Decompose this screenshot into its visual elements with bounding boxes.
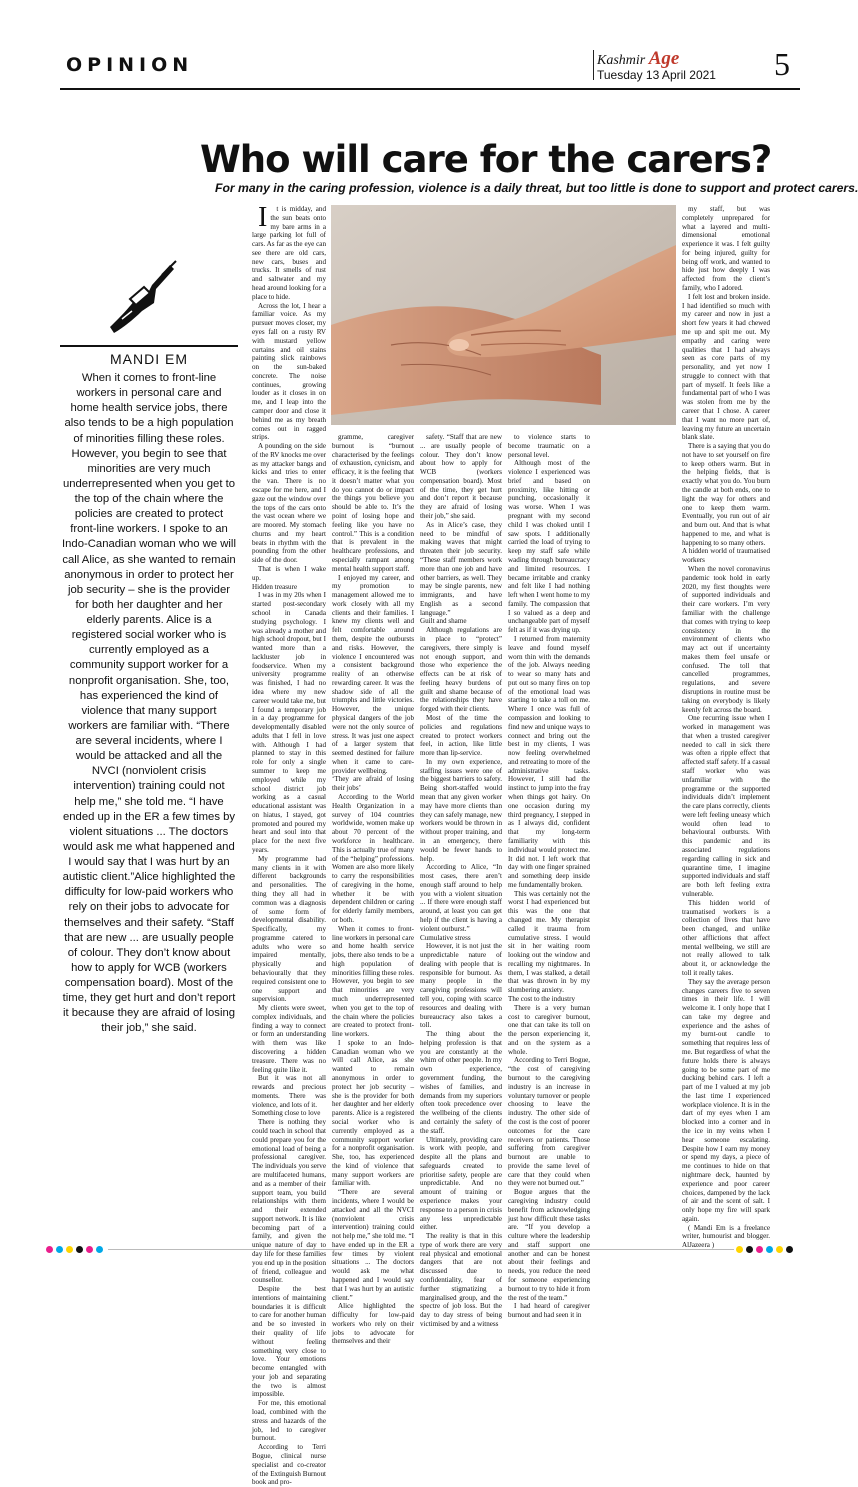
paragraph: my staff, but was completely unprepared for what a layered and multi-dimensional emotional experience it was. I felt guilty for being injured, guilty for being off work, and wanted to hide just how deeply I was affected from the client’s family, who I adored. [682, 205, 770, 293]
paragraph: The thing about the helping profession is that you are constantly at the whim of other people. In my own experience, government funding, the wishes of families, and demands from my superiors often took precedence over the wellbeing of the clients and certainly the safety of the staff. [420, 1030, 502, 1135]
registration-dot [96, 1246, 103, 1253]
deck: For many in the caring profession, violence is a daily threat, but too little is done to support and protect carers. [215, 181, 858, 195]
paragraph: This was certainly not the worst I had experienced but this was the one that changed me. My therapist called it trauma from cumulative stress. I would sit in her waiting room looking out the window and recalling my nightmares. In them, I was stalked, a detail that was thrown in by my slumbering anxiety. [508, 889, 590, 995]
paragraph: There is a saying that you do not have to set yourself on fire to keep others warm. But in the helping fields, that is exactly what you do. You burn the candle at both ends, one to light the way for others and one to keep them warm. Eventually, you run out of air and burn out. And that is what happened to me, and what is happening to so many others. [682, 442, 770, 547]
registration-line [108, 1249, 734, 1250]
paragraph: Bogue argues that the caregiving industry could benefit from acknowledging just how difficult these tasks are. “If you develop a culture where the leadership and staff support one another and can be honest about their feelings and needs, you reduce the need for someone experiencing burnout to try to hide it from the rest of the team.” [508, 1188, 590, 1302]
paragraph: The reality is that in this type of work there are very real physical and emotional dangers that are not discussed due to confidentiality, fear of further stigmatizing a marginalised group, and the spectre of job loss. But the day to day stress of being victimised by and a witness [420, 1232, 502, 1328]
paragraph: Although most of the violence I experienced was brief and based on proximity, like hitting or punching, occasionally it was worse. When I was pregnant with my second child I was choked until I saw spots. I additionally carried the load of trying to keep my staff safe while wading through bureaucracy and limited resources. I became irritable and cranky and felt like I had nothing left when I went home to my family. The compassion that I so valued as a deep and unchangeable part of myself felt as if it was drying up. [508, 459, 590, 635]
masthead [593, 48, 763, 84]
paragraph: When it comes to front-line workers in personal care and home health service jobs, there also tends to be a high population of minorities filling these roles. However, you begin to see that minorities are very much underrepresented when you get to the top of the chain where the policies are created to protect front-line workers. [332, 924, 414, 1039]
brand-accent: Age [648, 48, 680, 69]
masthead-brand [597, 48, 679, 70]
paragraph: Although regulations are in place to “protect” caregivers, there simply is not enough support, and those who experience the effects can be at risk of feeling heavy burdens of guilt and shame because of the relationships they have forged with their clients. [420, 626, 502, 714]
paragraph: My clients were sweet, complex individuals, and finding a way to connect or form an understanding with them was like discovering a hidden treasure. There was no feeling quite like it. [252, 1004, 326, 1074]
subheading: Hidden treasure [252, 582, 298, 591]
page-number: 5 [774, 46, 790, 82]
paragraph: I spoke to an Indo-Canadian woman who we will call Alice, as she wanted to remain anonymous in order to protect her job security – she is the provider for both her daughter and her elderly parents. Alice is a registered social worker who is currently employed as a community support worker for a nonprofit organisation. She, too, has experienced the kind of violence that many support workers are familiar with. [332, 1038, 414, 1188]
section-label: OPINION [66, 54, 194, 76]
registration-dot [746, 1246, 753, 1253]
paragraph: I returned from maternity leave and found myself worn thin with the demands of the job. Always needing to wear so many hats and put out so many fires on top of the emotional load was starting to take a toll on me. Where I once was full of compassion and looking to find new and unique ways to connect and bring out the best in my clients, I was now feeling overwhelmed and retreating to more of the administrative tasks. However, I still had the instinct to jump into the fray when things got hairy. On one occasion during my third pregnancy, I stepped in as I always did, confident that my long-term familiarity with this individual would protect me. It did not. I left work that day with one finger sprained and something deep inside me fundamentally broken. [508, 634, 590, 889]
paragraph: For me, this emotional load, combined with the stress and hazards of the job, led to caregiver burnout. [252, 1399, 326, 1443]
registration-dot [786, 1246, 793, 1253]
author-credit: ( Mandi Em is a freelance writer, humourist and blogger. AlJazeera ) [682, 1223, 770, 1250]
headline: Who will care for the carers? [200, 138, 772, 181]
registration-dot [56, 1246, 63, 1253]
registration-dot [86, 1246, 93, 1253]
subheading: A hidden world of traumatised workers [682, 547, 770, 565]
article-column-1 [252, 202, 326, 1487]
paragraph: gramme, caregiver burnout is “burnout characterised by the feelings of exhaustion, cynicism, and efficacy, it is the feeling that it doesn’t matter what you do you cannot do or impact the things you believe you should be able to. It’s the point of losing hope and feeling like you have no control.” This is a condition that is prevalent in the healthcare professions, and especially rampant among mental health support staff. [332, 433, 414, 573]
article-column-2 [332, 433, 414, 1346]
paragraph: Most of the time the policies and regulations created to protect workers feel, in action, like little more than lip-service. [420, 714, 502, 758]
paragraph: They say the average person changes careers five to seven times in their life. I will welcome it. I only hope that I can take my degree and experience and the ashes of my burnt-out candle to something that requires less of me. But regardless of what the future holds there is always going to be some part of me ducking behind cars. I left a part of me I valued at my job the last time I experienced workplace violence. It is in the dart of my eyes when I am blocked into a corner and in the ice in my veins when I hear someone escalating. Despite how I earn my money or spend my days, a piece of me continues to hide on that nightmare deck, haunted by experience and poor career choices, dampened by the lack of air and the scent of salt. I only hope my fire will spark again. [682, 977, 770, 1223]
issue-date: Tuesday 13 April 2021 [597, 68, 716, 82]
registration-dot [66, 1246, 73, 1253]
paragraph: As in Alice’s case, they need to be mindful of making waves that might threaten their job security. “These staff members work more than one job and have other barriers, as well. They may be single parents, new immigrants, and have English as a second language.” [420, 520, 502, 617]
subheading: ‘They are afraid of losing their jobs’ [332, 775, 414, 793]
registration-dot [46, 1246, 53, 1253]
article-body [252, 202, 770, 1487]
paragraph: safety. “Staff that are new ... are usually people of colour. They don’t know about how to apply for WCB (workers compensation board). Most of the time, they get hurt and don’t report it because they are afraid of losing their job,” she said. [420, 433, 502, 521]
author-sidebar [60, 205, 242, 1240]
paragraph: This hidden world of traumatised workers is a collection of lives that have been changed, and unlike other afflictions that affect mental wellbeing, we still are not really allowed to talk about it, or acknowledge the toll it really takes. [682, 898, 770, 977]
paragraph: In my own experience, staffing issues were one of the biggest barriers to safety. Being short-staffed would mean that any given worker may have more clients than they can safely manage, new workers would be thrown in without proper training, and in an emergency, there would be fewer hands to help. [420, 757, 502, 863]
paragraph: There is nothing they could teach in school that could prepare you for the emotional load of being a professional caregiver. The individuals you serve are multifaceted humans, and as a member of their support team, you build relationships with them and their extended support network. It is like becoming part of a family, and given the unique nature of day to day life for these families you end up in the position of friend, colleague and counsellor. [252, 1118, 326, 1285]
article-column-3 [420, 433, 502, 1329]
paragraph: I had heard of caregiver burnout and had seen it in [508, 1302, 590, 1320]
paragraph: However, it is not just the unpredictable nature of dealing with people that is responsible for burnout. As many people in the caregiving professions will tell you, coping with scarce resources and dealing with bureaucracy also takes a toll. [420, 942, 502, 1030]
print-registration-bar [46, 1244, 802, 1254]
registration-dot [76, 1246, 83, 1253]
paragraph: Alice highlighted the difficulty for low-paid workers who rely on their jobs to advocate for themselves and their [332, 1302, 414, 1346]
paragraph: According to the World Health Organization in a survey of 104 countries worldwide, women make up about 70 percent of the workforce in healthcare. This is actually true of many of the “helping” professions. Women are also more likely to carry the responsibilities of caregiving in the home, whether it be with dependent children or caring for elderly family members, or both. [332, 793, 414, 924]
subheading: Guilt and shame [420, 617, 467, 626]
subheading: The cost to the industry [508, 995, 575, 1003]
paragraph: Ultimately, providing care is work with people, and despite all the plans and safeguards created to prioritise safety, people are unpredictable. And no amount of training or experience makes your response to a person in crisis any less unpredictable either. [420, 1135, 502, 1232]
header-rule [60, 88, 800, 90]
registration-dot [766, 1246, 773, 1253]
registration-dot [776, 1246, 783, 1253]
paragraph: According to Terri Bogue, clinical nurse specialist and co-creator of the Extinguish Burnout book and pro- [252, 1443, 326, 1487]
paragraph: I felt lost and broken inside. I had identified so much with my career and now in just a short few years it had chewed me up and spit me out. My empathy and caring were qualities that I had always seen as core parts of my personality, and yet now I struggle to connect with that part of myself. It feels like a fundamental part of who I was was stolen from me by the career that I chose. A career that I want no more part of, leaving my future an uncertain blank slate. [682, 292, 770, 442]
paragraph: I enjoyed my career, and my promotion to management allowed me to work closely with all my clients and their families. I knew my clients well and felt comfortable around them, despite the outbursts and risks. However, the violence I encountered was a consistent background reality of an otherwise rewarding career. It was the shadow side of all the triumphs and little victories. However, the unique physical dangers of the job were not the only source of stress. It was just one aspect of a larger system that seemed destined for failure when it came to care-provider wellbeing. [332, 573, 414, 775]
subheading: Cumulative stress [420, 933, 471, 942]
paragraph: There is a very human cost to caregiver burnout, one that can take its toll on the person experiencing it, and on the system as a whole. [508, 1003, 590, 1056]
paragraph: That is when I wake up. [252, 565, 326, 582]
author-name: MANDI EM [110, 351, 188, 367]
registration-dot [756, 1246, 763, 1253]
article-column-4 [508, 433, 590, 1320]
paragraph: According to Terri Bogue, “the cost of caregiving burnout to the caregiving industry is an increase in voluntary turnover or people choosing to leave the industry. The other side of the cost is the cost of poorer outcomes for the care receivers or patients. Those suffering from caregiver burnout are unable to provide the same level of care that they could when they were not burned out.” [508, 1056, 590, 1188]
registration-dot [736, 1246, 743, 1253]
paragraph: to violence starts to become traumatic on a personal level. [508, 433, 590, 459]
brand-word: Kashmir [597, 53, 646, 68]
paragraph: Across the lot, I hear a familiar voice. As my pursuer moves closer, my eyes fall on a rusty RV with mustard yellow curtains and oil stains painting slick rainbows on the sun-baked concrete. The noise continues, growing louder as it closes in on me, and I leap into the camper door and close it behind me as my breath comes out in ragged strips. [252, 301, 326, 442]
paragraph: A pounding on the side of the RV knocks me over as my attacker bangs and kicks and tries to enter the van. There is no escape for me here, and I gaze out the window over the tops of the cars onto the vast ocean where we are moored. My stomach churns and my heart beats in rhythm with the pounding from the other side of the door. [252, 442, 326, 565]
paragraph: I was in my 20s when I started post-secondary school in Canada studying psychology. I was already a mother and high school dropout, but I wanted more than a lackluster job in foodservice. When my university programme was finished, I had no idea where my new career would take me, but I found a temporary job in a day programme for developmentally disabled adults that I fell in love with. Although I had planned to stay in this role for only a single summer to keep me employed while my school district job working as a casual educational assistant was on hiatus, I stayed, got promoted and poured my heart and soul into that place for the next five years. [252, 591, 326, 855]
paragraph: It is midday, and the sun beats onto my bare arms in a large parking lot full of cars. As far as the eye can see there are old cars, new cars, buses and trucks. It smells of rust and saltwater and my head around looking for a place to hide. [252, 202, 326, 301]
masthead-divider [593, 50, 594, 80]
author-rule [60, 345, 238, 347]
paragraph: But it was not all rewards and precious moments. There was violence, and lots of it. [252, 1074, 326, 1109]
paragraph: “There are several incidents, where I would be attacked and all the NVCI (nonviolent crisis intervention) training could not help me,” she told me. “I have ended up in the ER a few times by violent situations ... The doctors would ask me what happened and I would say that I was hurt by an autistic client.” [332, 1188, 414, 1302]
paragraph: One recurring issue when I worked in management was that when a trusted caregiver needed to call in sick there was often a ripple effect that affected staff safety. If a casual staff worker who was unfamiliar with the programme or the supported individuals didn’t implement the care plans correctly, clients were left feeling uneasy which would often lead to behavioural outbursts. With this pandemic and its associated regulations regarding calling in sick and quarantine time, I imagine supported individuals and staff are both left feeling extra vulnerable. [682, 714, 770, 898]
pen-hand-icon [100, 257, 180, 337]
article-column-5 [682, 205, 770, 1250]
paragraph: Despite the best intentions of maintaining boundaries it is difficult to care for another human and be so invested in their quality of life without feeling something very close to love. Your emotions become entangled with your job and separating the two is almost impossible. [252, 1285, 326, 1399]
subheading: Something close to love [252, 1109, 321, 1118]
paragraph: My programme had many clients in it with different backgrounds and personalities. The thing they all had in common was a diagnosis of some form of developmental disability. Specifically, my programme catered to adults who were so impaired mentally, physically and behaviourally that they required consistent one to one support and supervision. [252, 854, 326, 1004]
paragraph: When the novel coronavirus pandemic took hold in early 2020, my first thoughts were of supported individuals and their care workers. I’m very familiar with the challenge that comes with trying to keep consistency in the environment of clients who may act out if uncertainty makes them feel unsafe or confused. The toll that cancelled programmes, regulations, and severe disruptions in routine must be taking on everybody is likely keenly felt across the board. [682, 565, 770, 714]
holding-hands-photo [331, 205, 676, 425]
author-summary: When it comes to front-line workers in personal care and home health service jobs, there also tends to be a high population of minorities filling these roles. However, you begin to see that minorities are very much underrepresented when you get to the top of the chain where the policies are created to protect front-line workers. I spoke to an Indo-Canadian woman who we will call Alice, as she wanted to remain anonymous in order to protect her job security – she is the provider for both her daughter and her elderly parents. Alice is a registered social worker who is currently employed as a community support worker for a nonprofit organisation. She, too, has experienced the kind of violence that many support workers are familiar with. “There are several incidents, where I would be attacked and all the NVCI (nonviolent crisis intervention) training could not help me,” she told me. “I have ended up in the ER a few times by violent situations ... The doctors would ask me what happened and I would say that I was hurt by an autistic client.”Alice highlighted the difficulty for low-paid workers who rely on their jobs to advocate for themselves and their safety. “Staff that are new ... are usually people of colour. They don’t know about how to apply for WCB (workers compensation board). Most of the time, they get hurt and don’t report it because they are afraid of losing their job,” she said. [62, 372, 236, 1035]
paragraph: According to Alice, “In most cases, there aren’t enough staff around to help you with a violent situation ... If there were enough staff around, at least you can get help if the client is having a violent outburst.” [420, 863, 502, 933]
